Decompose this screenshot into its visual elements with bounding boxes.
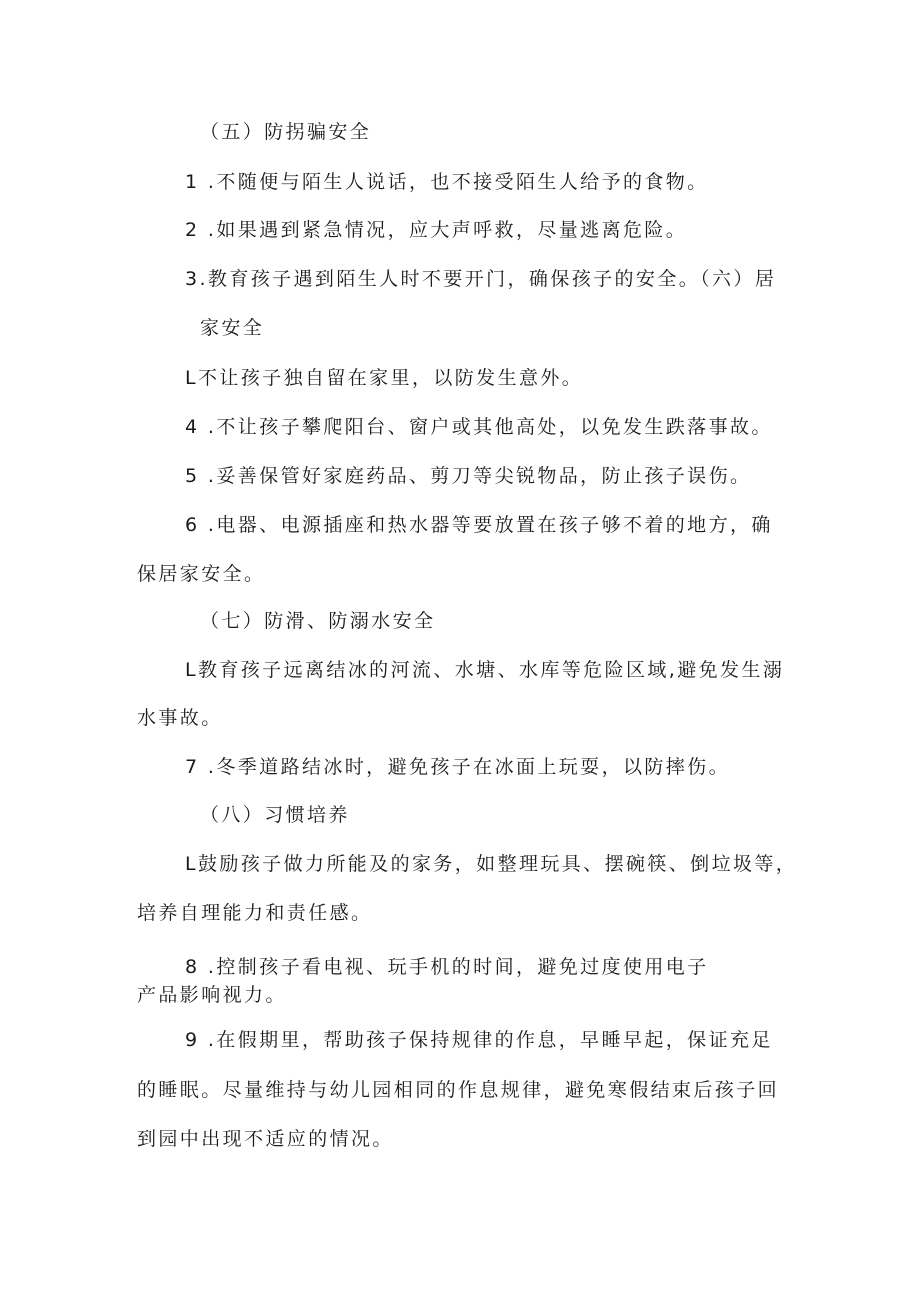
list-item-habit-1-cont: 培养自理能力和责任感。 bbox=[137, 902, 373, 924]
list-item-1: 1 .不随便与陌生人说话，也不接受陌生人给予的食物。 bbox=[185, 171, 709, 193]
list-item-5: 5 .妥善保管好家庭药品、剪刀等尖锐物品，防止孩子误伤。 bbox=[185, 465, 752, 487]
list-item-9-cont-1: 的睡眠。尽量维持与幼儿园相同的作息规律，避免寒假结束后孩子回 bbox=[137, 1079, 780, 1101]
list-item-slip-1-cont: 水事故。 bbox=[137, 707, 223, 729]
list-item-habit-1: L鼓励孩子做力所能及的家务，如整理玩具、摆碗筷、倒垃圾等， bbox=[185, 853, 798, 875]
section-heading-habits: （八）习惯培养 bbox=[200, 804, 350, 826]
list-item-6: 6 .电器、电源插座和热水器等要放置在孩子够不着的地方，确 bbox=[185, 514, 773, 536]
section-heading-anti-abduction: （五）防拐骗安全 bbox=[200, 121, 372, 143]
section-heading-home-safety-cont: 家安全 bbox=[200, 317, 265, 339]
list-item-9-cont-2: 到园中出现不适应的情况。 bbox=[137, 1128, 394, 1150]
list-item-4: 4 .不让孩子攀爬阳台、窗户或其他高处，以免发生跌落事故。 bbox=[185, 416, 773, 438]
section-heading-anti-slip-drowning: （七）防滑、防溺水安全 bbox=[200, 610, 436, 632]
list-item-7: 7 .冬季道路结冰时，避免孩子在冰面上玩耍，以防摔伤。 bbox=[185, 756, 730, 778]
list-item-9: 9 .在假期里，帮助孩子保持规律的作息，早睡早起，保证充足 bbox=[185, 1029, 773, 1051]
list-item-home-1: L不让孩子独自留在家里，以防发生意外。 bbox=[185, 367, 584, 389]
list-item-8-cont: 产品影响视力。 bbox=[137, 984, 287, 1006]
list-item-2: 2 .如果遇到紧急情况，应大声呼救，尽量逃离危险。 bbox=[185, 219, 688, 241]
list-item-slip-1: L教育孩子远离结冰的河流、水塘、水库等危险区域,避免发生溺 bbox=[185, 659, 785, 681]
list-item-3: 3.教育孩子遇到陌生人时不要开门，确保孩子的安全。（六）居 bbox=[185, 268, 777, 290]
list-item-8: 8 .控制孩子看电视、玩手机的时间，避免过度使用电子 bbox=[185, 956, 709, 978]
list-item-6-cont: 保居家安全。 bbox=[137, 563, 266, 585]
